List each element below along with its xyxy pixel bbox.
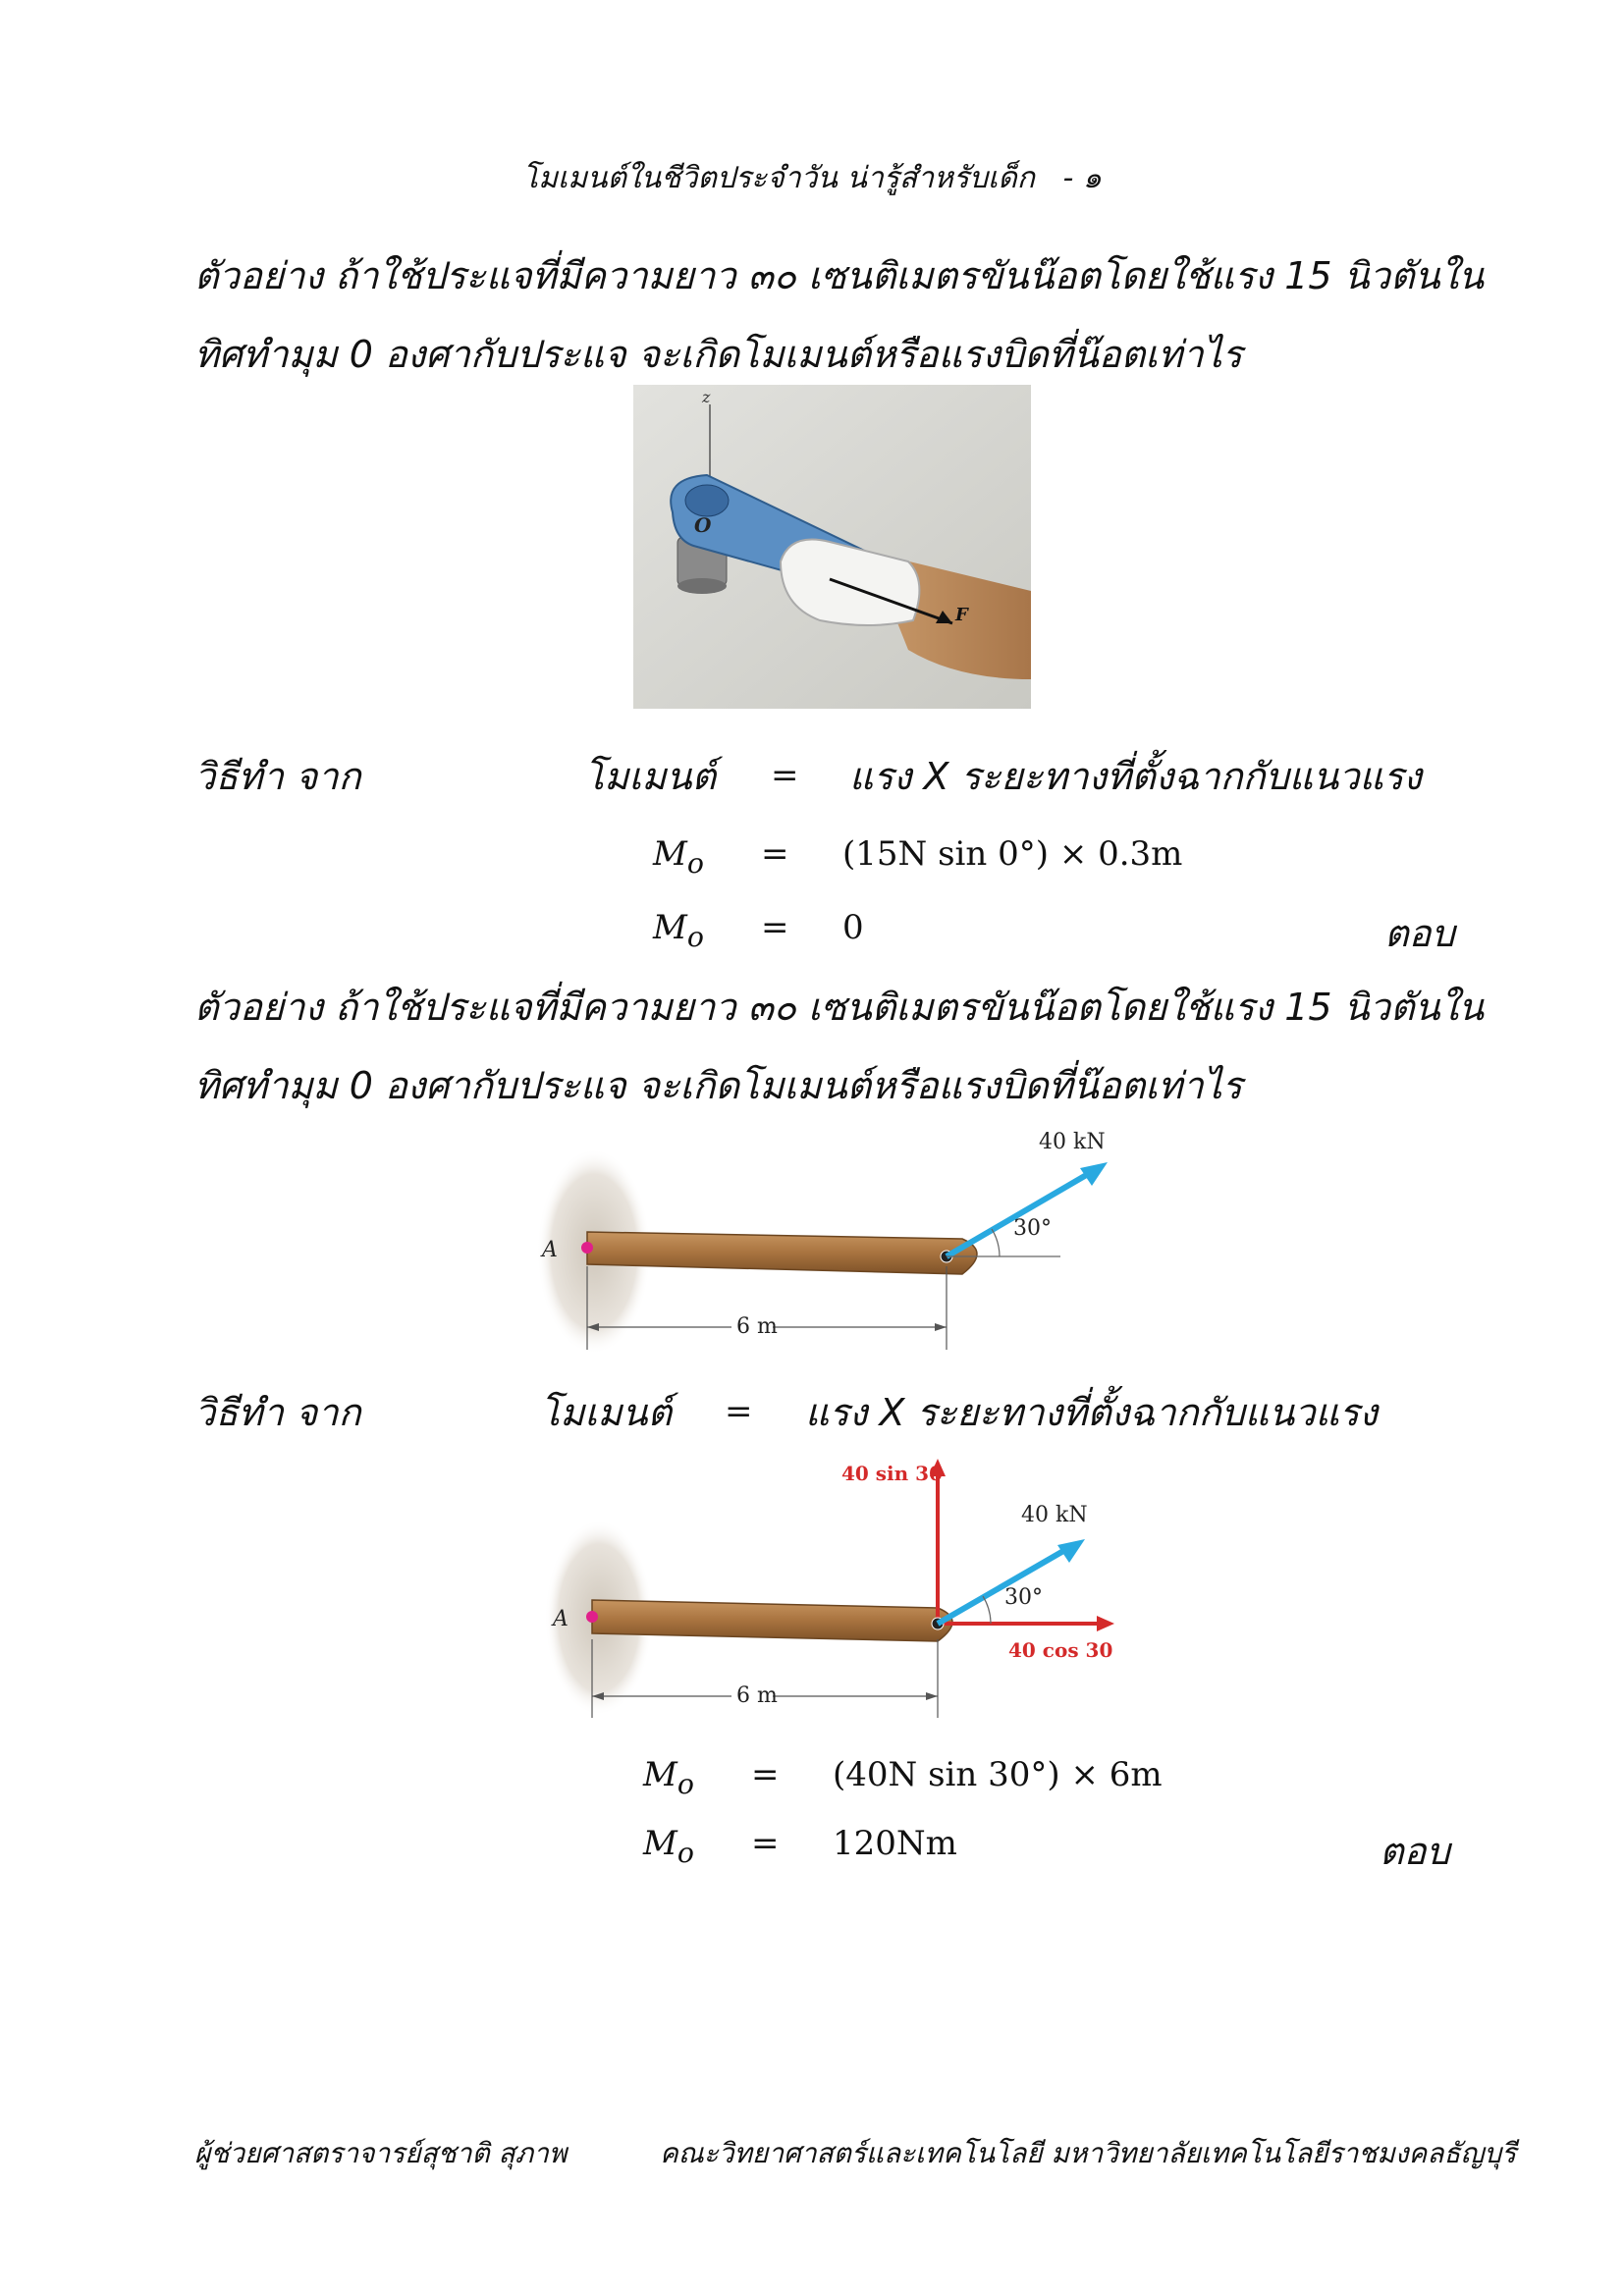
- footer-author: ผู้ช่วยศาสตราจารย์สุชาติ สุภาพ: [194, 2137, 568, 2169]
- example1-definition: แรง X ระยะทางที่ตั้งฉากกับแนวแรง: [849, 755, 1422, 798]
- resolved-force-figure: [535, 1451, 1134, 1735]
- point-a-label: A: [553, 1607, 568, 1631]
- pin-a: [586, 1611, 598, 1623]
- header-title: โมเมนต์ในชีวิตประจำวัน น่ารู้สำหรับเด็ก: [522, 161, 1035, 195]
- example1-equals-2: =: [761, 834, 789, 874]
- angle-arc: [992, 1229, 1000, 1256]
- example1-moment-symbol-2: [653, 908, 704, 953]
- force-vector-head: [1057, 1539, 1085, 1563]
- example2-question-line2: ทิศทำมุม 0 องศากับประแจ จะเกิดโมเมนต์หรือแรงบิดที่น๊อตเท่าไร: [194, 1064, 1243, 1107]
- point-a-label: A: [542, 1238, 558, 1262]
- example2-moment-term: โมเมนต์: [540, 1391, 673, 1434]
- m-symbol: M: [643, 1755, 677, 1794]
- page-header: [0, 155, 1624, 201]
- length-label: 6 m: [736, 1314, 778, 1339]
- wrench-figure: [633, 385, 1031, 709]
- example1-moment-term: โมเมนต์: [584, 755, 717, 798]
- angle-label: 30°: [1004, 1585, 1043, 1610]
- wrench-head: [685, 485, 729, 516]
- cantilever-figure: [530, 1119, 1139, 1364]
- m-subscript: o: [677, 1767, 694, 1800]
- horizontal-component-head: [1097, 1616, 1114, 1631]
- example2-calculation: (40N sin 30°) × 6m: [833, 1755, 1163, 1794]
- force-vector: [947, 1170, 1095, 1256]
- example1-result: 0: [842, 908, 864, 947]
- bolt-base: [677, 578, 727, 594]
- m-subscript: o: [686, 846, 704, 880]
- example1-calculation: (15N sin 0°) × 0.3m: [842, 834, 1183, 874]
- example2-definition: แรง X ระยะทางที่ตั้งฉากกับแนวแรง: [805, 1391, 1378, 1434]
- beam: [592, 1600, 952, 1641]
- m-subscript: o: [686, 920, 704, 953]
- example2-question-line1: ตัวอย่าง ถ้าใช้ประแจที่มีความยาว ๓๐ เซนติเมตรขันน๊อตโดยใช้แรง 15 นิวตันใน: [194, 986, 1485, 1029]
- angle-arc: [983, 1596, 991, 1624]
- example1-solution-lead: วิธีทำ จาก: [194, 755, 361, 798]
- example2-solution-lead: วิธีทำ จาก: [194, 1391, 361, 1434]
- page-number: - ๑: [1062, 161, 1102, 195]
- example2-result: 120Nm: [833, 1824, 957, 1863]
- vertical-component-label: 40 sin 30: [841, 1462, 943, 1485]
- force-label: 40 kN: [1039, 1130, 1106, 1154]
- example2-equals-1: =: [725, 1392, 753, 1431]
- example1-question-line1: ตัวอย่าง ถ้าใช้ประแจที่มีความยาว ๓๐ เซนติเมตรขันน๊อตโดยใช้แรง 15 นิวตันใน: [194, 254, 1485, 297]
- example1-equals-1: =: [771, 756, 799, 795]
- example2-moment-symbol-1: [643, 1755, 694, 1800]
- example1-moment-symbol-1: [653, 834, 704, 880]
- footer-faculty: คณะวิทยาศาสตร์และเทคโนโลยี มหาวิทยาลัยเทคโนโลยีราชมงคลธัญบุรี: [660, 2137, 1517, 2169]
- z-label: z: [702, 388, 711, 406]
- m-symbol: M: [653, 834, 687, 874]
- m-symbol: M: [643, 1824, 677, 1863]
- force-vector-head: [1080, 1162, 1108, 1186]
- f-label: F: [955, 605, 968, 625]
- example2-answer: ตอบ: [1380, 1830, 1450, 1873]
- example2-equals-2: =: [751, 1755, 780, 1794]
- force-label: 40 kN: [1021, 1503, 1088, 1527]
- dimension-arrow-right: [926, 1692, 938, 1700]
- m-subscript: o: [677, 1836, 694, 1869]
- o-label: O: [694, 513, 712, 537]
- example1-equals-3: =: [761, 908, 789, 947]
- length-label: 6 m: [736, 1683, 778, 1708]
- example2-moment-symbol-2: [643, 1824, 694, 1869]
- angle-label: 30°: [1013, 1216, 1052, 1241]
- dimension-arrow-right: [935, 1323, 947, 1331]
- example1-question-line2: ทิศทำมุม 0 องศากับประแจ จะเกิดโมเมนต์หรือแรงบิดที่น๊อตเท่าไร: [194, 333, 1243, 376]
- example1-answer: ตอบ: [1384, 912, 1455, 955]
- m-symbol: M: [653, 908, 687, 947]
- horizontal-component-label: 40 cos 30: [1008, 1638, 1113, 1662]
- example2-equals-3: =: [751, 1824, 780, 1863]
- pin-a: [581, 1242, 593, 1254]
